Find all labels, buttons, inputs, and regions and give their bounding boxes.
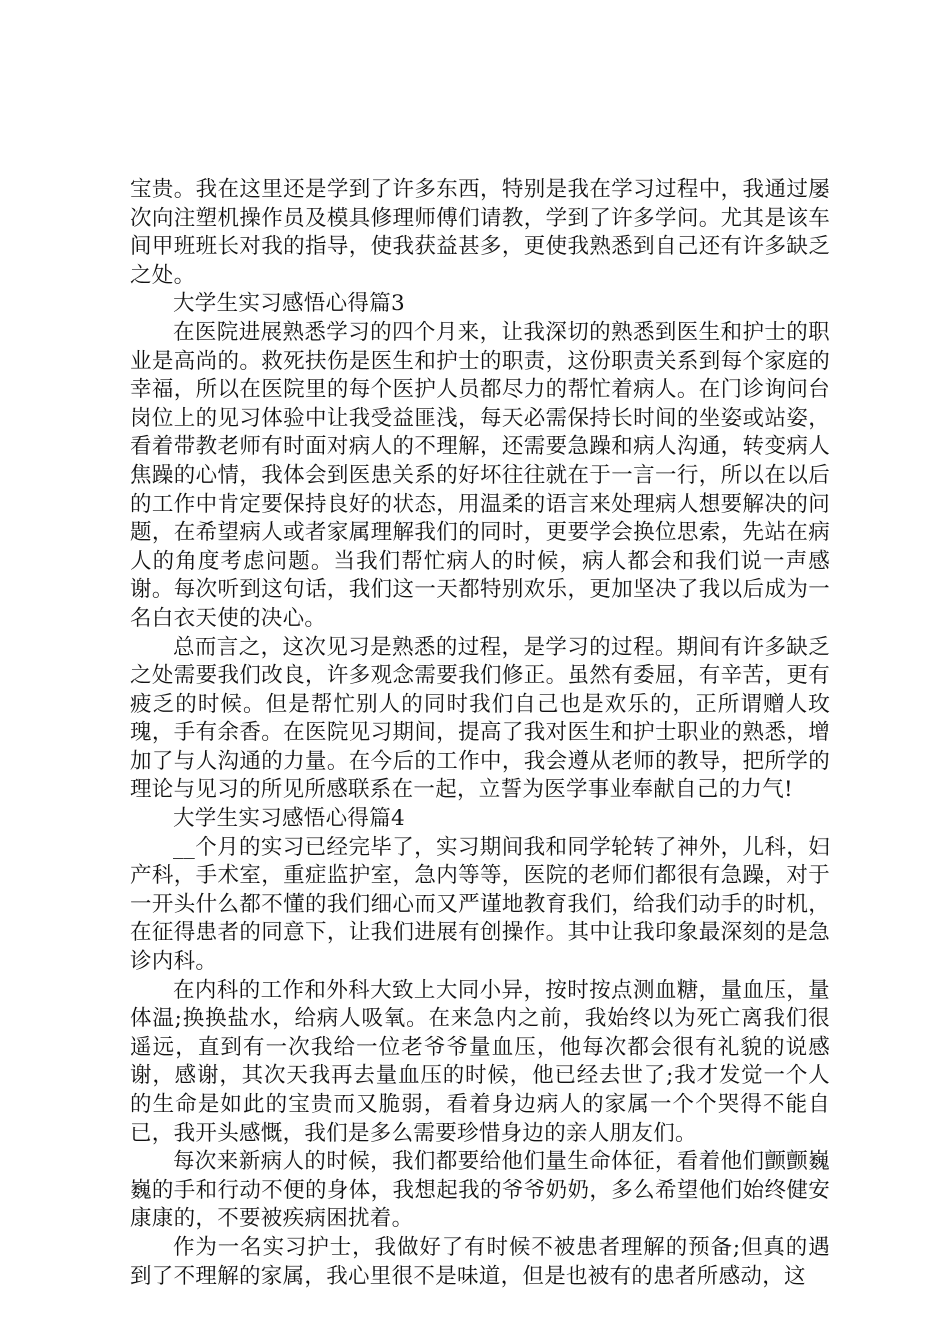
paragraph: __个月的实习已经完毕了，实习期间我和同学轮转了神外，儿科，妇产科，手术室，重症监护室，急内等等，医院的老师们都很有急躁，对于一开头什么都不懂的我们细心而又严谨地教育我们，给我们动手的时机，在征得患者的同意下，让我们进展有创操作。其中让我印象最深刻的是急诊内科。 — [130, 834, 830, 975]
paragraph: 在医院进展熟悉学习的四个月来，让我深切的熟悉到医生和护士的职业是高尚的。救死扶伤是医生和护士的职责，这份职责关系到每个家庭的幸福，所以在医院里的每个医护人员都尽力的帮忙着病人。在门诊询问台岗位上的见习体验中让我受益匪浅，每天必需保持长时间的坐姿或站姿，看着带教老师有时面对病人的不理解，还需要急躁和病人沟通，转变病人焦躁的心情，我体会到医患关系的好坏往往就在于一言一行，所以在以后的工作中肯定要保持良好的状态，用温柔的语言来处理病人想要解决的问题，在希望病人或者家属理解我们的同时，更要学会换位思索，先站在病人的角度考虑问题。当我们帮忙病人的时候，病人都会和我们说一声感谢。每次听到这句话，我们这一天都特别欢乐，更加坚决了我以后成为一名白衣天使的决心。 — [130, 319, 830, 631]
paragraph: 总而言之，这次见习是熟悉的过程，是学习的过程。期间有许多缺乏之处需要我们改良，许多观念需要我们修正。虽然有委屈，有辛苦，更有疲乏的时候。但是帮忙别人的同时我们自己也是欢乐的，正所谓赠人玫瑰，手有余香。在医院见习期间，提高了我对医生和护士职业的熟悉，增加了与人沟通的力量。在今后的工作中，我会遵从老师的教导，把所学的理论与见习的所见所感联系在一起，立誓为医学事业奉献自己的力气! — [130, 634, 830, 803]
paragraph: 作为一名实习护士，我做好了有时候不被患者理解的预备;但真的遇到了不理解的家属，我心里很不是味道，但是也被有的患者所感动，这 — [130, 1234, 830, 1289]
section-heading-3: 大学生实习感悟心得篇3 — [173, 291, 405, 317]
paragraph-continuation: 宝贵。我在这里还是学到了许多东西，特别是我在学习过程中，我通过屡次向注塑机操作员及模具修理师傅们请教，学到了许多学问。尤其是该车间甲班班长对我的指导，使我获益甚多，更使我熟悉到自己还有许多缺乏之处。 — [130, 177, 830, 288]
paragraph: 在内科的工作和外科大致上大同小异，按时按点测血糖，量血压，量体温;换换盐水，给病人吸氧。在来急内之前，我始终以为死亡离我们很遥远，直到有一次我给一位老爷爷量血压，他每次都会很有礼貌的说感谢，感谢，其次天我再去量血压的时候，他已经去世了;我才发觉一个人的生命是如此的宝贵而又脆弱，看着身边病人的家属一个个哭得不能自已，我开头感慨，我们是多么需要珍惜身边的亲人朋友们。 — [130, 977, 830, 1146]
document-page — [130, 176, 830, 1291]
paragraph: 每次来新病人的时候，我们都要给他们量生命体征，看着他们颤颤巍巍的手和行动不便的身体，我想起我的爷爷奶奶，多么希望他们始终健安康康的，不要被疾病困扰着。 — [130, 1149, 830, 1232]
section-heading-4: 大学生实习感悟心得篇4 — [173, 806, 405, 832]
